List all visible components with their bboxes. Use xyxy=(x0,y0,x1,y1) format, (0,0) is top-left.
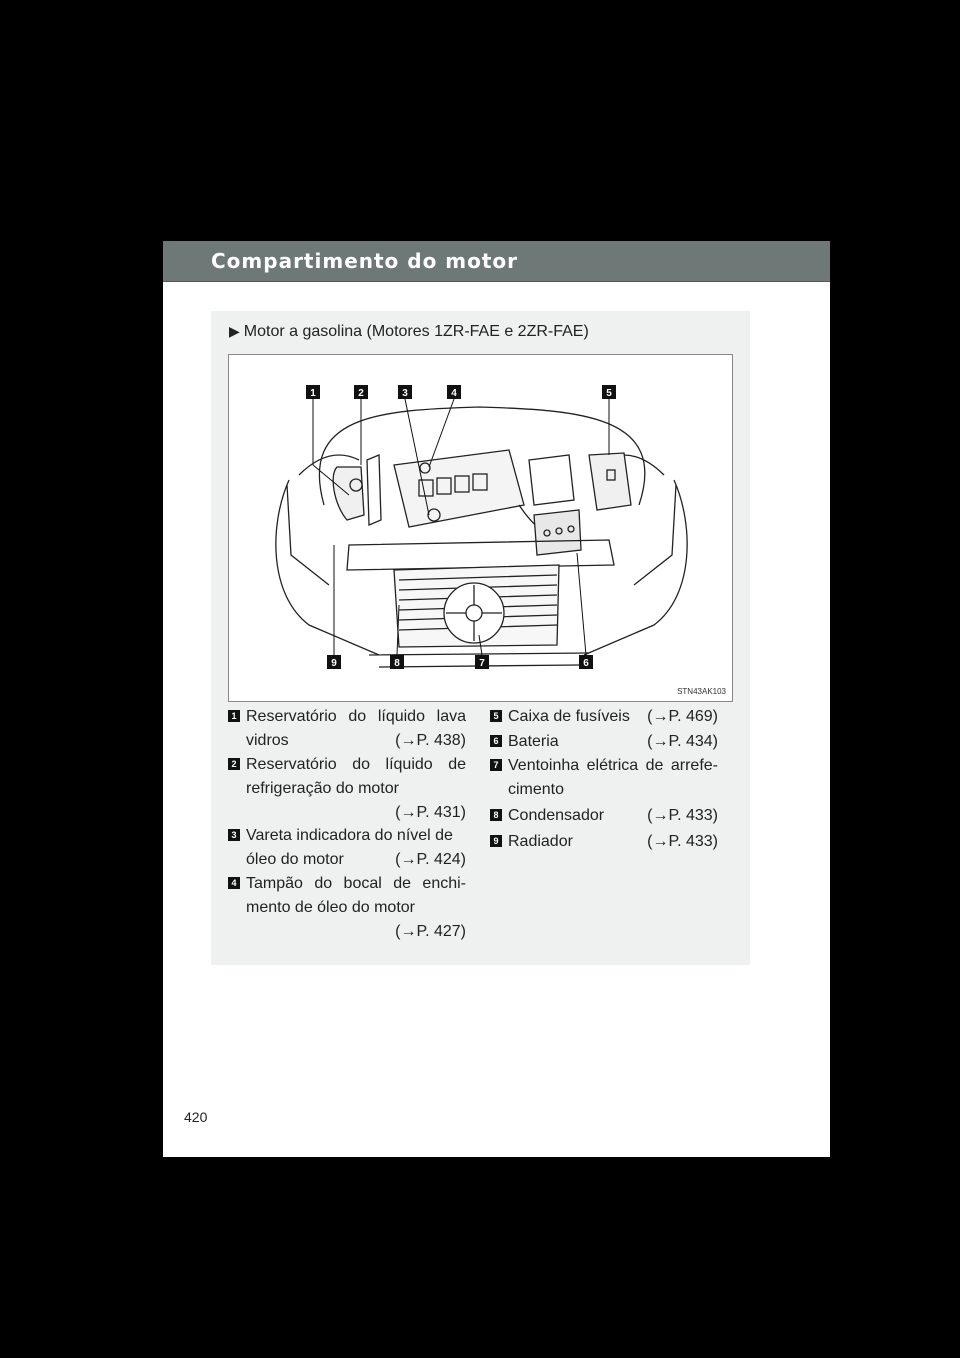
callout-6: 6 xyxy=(583,658,589,669)
legend-item-4: 4 Tampão do bocal de enchi- mento de óleo do motor (→P. 427) xyxy=(228,872,466,946)
content-panel xyxy=(211,311,750,965)
legend-item-6: 6 Bateria (→P. 434) xyxy=(490,730,718,756)
callout-5: 5 xyxy=(606,388,612,399)
callout-2: 2 xyxy=(358,388,364,399)
callout-1: 1 xyxy=(310,388,316,399)
engine-variant-text: Motor a gasolina (Motores 1ZR-FAE e 2ZR-FAE) xyxy=(243,323,589,340)
engine-drawing xyxy=(229,355,732,701)
legend-item-5: 5 Caixa de fusíveis (→P. 469) xyxy=(490,705,718,731)
engine-illustration xyxy=(228,354,733,702)
triangle-arrow-icon: ▶ xyxy=(229,323,240,339)
callout-4: 4 xyxy=(451,388,457,399)
legend-item-9: 9 Radiador (→P. 433) xyxy=(490,830,718,856)
legend-item-2: 2 Reservatório do líquido de refrigeração do motor (→P. 431) xyxy=(228,753,466,827)
callout-3: 3 xyxy=(402,388,408,399)
manual-page xyxy=(163,241,830,1157)
page-number: 420 xyxy=(184,1109,208,1125)
legend-item-8: 8 Condensador (→P. 433) xyxy=(490,804,718,830)
legend-item-7: 7 Ventoinha elétrica de arrefe- cimento xyxy=(490,754,718,804)
section-title: Compartimento do motor xyxy=(211,249,519,273)
callout-9: 9 xyxy=(331,658,337,669)
section-header xyxy=(163,241,830,282)
engine-variant-heading xyxy=(229,323,589,341)
legend-item-1: 1 Reservatório do líquido lava vidros (→P. 438) xyxy=(228,705,466,755)
callout-7: 7 xyxy=(479,658,485,669)
callout-8: 8 xyxy=(394,658,400,669)
legend-item-3: 3 Vareta indicadora do nível de óleo do motor (→P. 424) xyxy=(228,824,466,874)
figure-code: STN43AK103 xyxy=(677,687,726,696)
